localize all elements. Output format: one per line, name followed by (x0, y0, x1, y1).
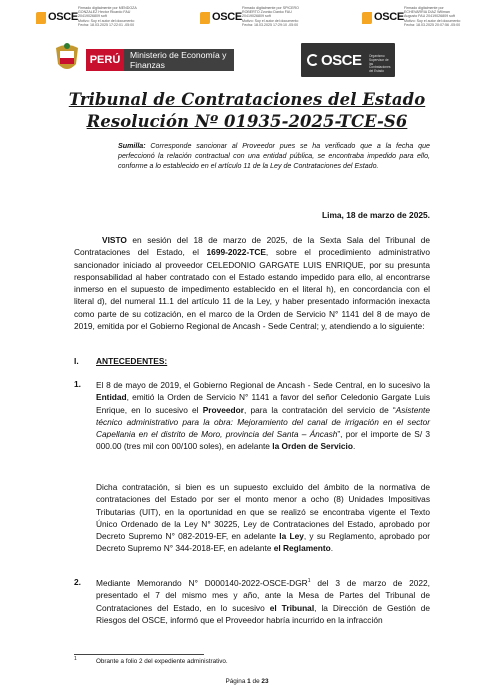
resolution-number: Resolución Nº 01935-2025-TCE-S6 (86, 112, 408, 131)
signature-stamp (198, 6, 348, 36)
digital-signatures-bar (0, 6, 494, 38)
osce-logo: OSCE (198, 8, 240, 30)
document-date: Lima, 18 de marzo de 2025. (322, 210, 430, 220)
item-number: 2. (74, 577, 81, 587)
footnote-ref: 1 (307, 578, 311, 585)
signature-details: Firmado digitalmente por MENDOZA GONZALEZ Hector Ricardo FAU 20419026809 soft Motivo: Soy el autor del documento Fecha: 18.03.2025 17:22:01 -05:00 (78, 6, 137, 27)
signature-details: Firmado digitalmente por ECHEVARRIA DIAZ Wiliman Augusto FAU 20419026809 soft Motivo: Soy el autor del documento Fecha: 18.03.2025 20:07:56 -05:00 (404, 6, 461, 27)
sumilla: Sumilla: Corresponde sancionar al Proveedor pues se ha verificado que a la fecha que perfeccionó la relación contractual con una entidad pública, se encontraba impedido para ello, conforme a lo establecido en el artículo 11 de la Ley de Contrataciones del Estado. (118, 142, 430, 170)
page-number: Página 1 de 23 (225, 678, 269, 685)
paragraph: Dicha contratación, si bien es un supuesto excluido del ámbito de la normativa de contrataciones del Estado por ser el monto menor a ocho (8) Unidades Impositivas Tributarias (UIT), en la oportunidad en que se realizó se encontraba vigente el Texto Único Ordenado de la Ley N° 30225, Ley de Contrataciones del Estado, aprobado por Decreto Supremo N° 082-2019-EF, en adelante la Ley, y su Reglamento, aprobado por Decreto Supremo N° 344-2018-EF, en adelante el Reglamento. (96, 482, 430, 554)
visto-paragraph: VISTO en sesión del 18 de marzo de 2025, de la Sexta Sala del Tribunal de Contrataciones del Estado, el 1699-2022-TCE, sobre el procedimiento administrativo sancionador iniciado al proveedor CELEDONIO GARGATE LUIS ENRIQUE, por su presunta responsabilidad al haber contratado con el Estado estando impedido para ello, al encontrarse inmerso en el supuesto de impedimento establecido en el literal h), en concordancia con el literal d), del numeral 11.1 del artículo 11 de la Ley, y haber presentado información inexacta como parte de su cotización, en el marco de la Orden de Servicio N° 1141 del 8 de mayo de 2019, emitida por el Gobierno Regional de Ancash - Sede Central; y, atendiendo a lo siguiente: (74, 235, 430, 332)
osce-logo: OSCE (360, 8, 402, 30)
peru-coat-of-arms-icon (50, 42, 84, 76)
osce-logo: OSCE Organismo Supervisor de las Contrataciones del Estado (301, 43, 395, 77)
section-heading: I. ANTECEDENTES: (74, 356, 168, 366)
osce-logo: OSCE (34, 8, 76, 30)
paragraph: El 8 de mayo de 2019, el Gobierno Regional de Ancash - Sede Central, en lo sucesivo la Entidad, emitió la Orden de Servicio N° 1141 a favor del señor Celedonio Gargate Luis Enrique, en lo sucesivo el Proveedor, para la contratación del servicio de “Asistente técnico administrativo para la obra: Mejoramiento del canal de irrigación en el sector Capellania en el distrito de Moro, provincia del Santa – Áncash”, por el importe de S/ 3 000.00 (tres mil con 00/100 soles), en adelante la Orden de Servicio. (96, 380, 431, 452)
signature-stamp (360, 6, 494, 36)
signature-stamp (34, 6, 184, 36)
item-number: 1. (74, 379, 81, 389)
signature-details: Firmado digitalmente por SPICERO ROBERTO Zvonko Danko FAU 20419026809 soft Motivo: Soy el autor del documento Fecha: 18.03.2025 17:29:10 -05:00 (242, 6, 299, 27)
footnote: $^1$ Obrante a folio 2 del expediente administrativo. (74, 655, 228, 665)
ministry-badge: Ministerio de Economía y Finanzas (124, 49, 234, 71)
footnote-divider (74, 654, 204, 655)
paragraph: Mediante Memorando N° D000140-2022-OSCE-DGR$^1$ del 3 de marzo de 2022, presentado el 7 del mismo mes y año, ante la Mesa de Partes del Tribunal de Contrataciones del Estado, en lo sucesivo el Tribunal, la Dirección de Gestión de Riesgos del OSCE, informó que el Proveedor habría incurrido en la infracción (96, 578, 430, 625)
document-title: Tribunal de Contrataciones del Estado (68, 90, 426, 109)
document-header (0, 42, 494, 78)
peru-badge: PERÚ (86, 49, 124, 71)
